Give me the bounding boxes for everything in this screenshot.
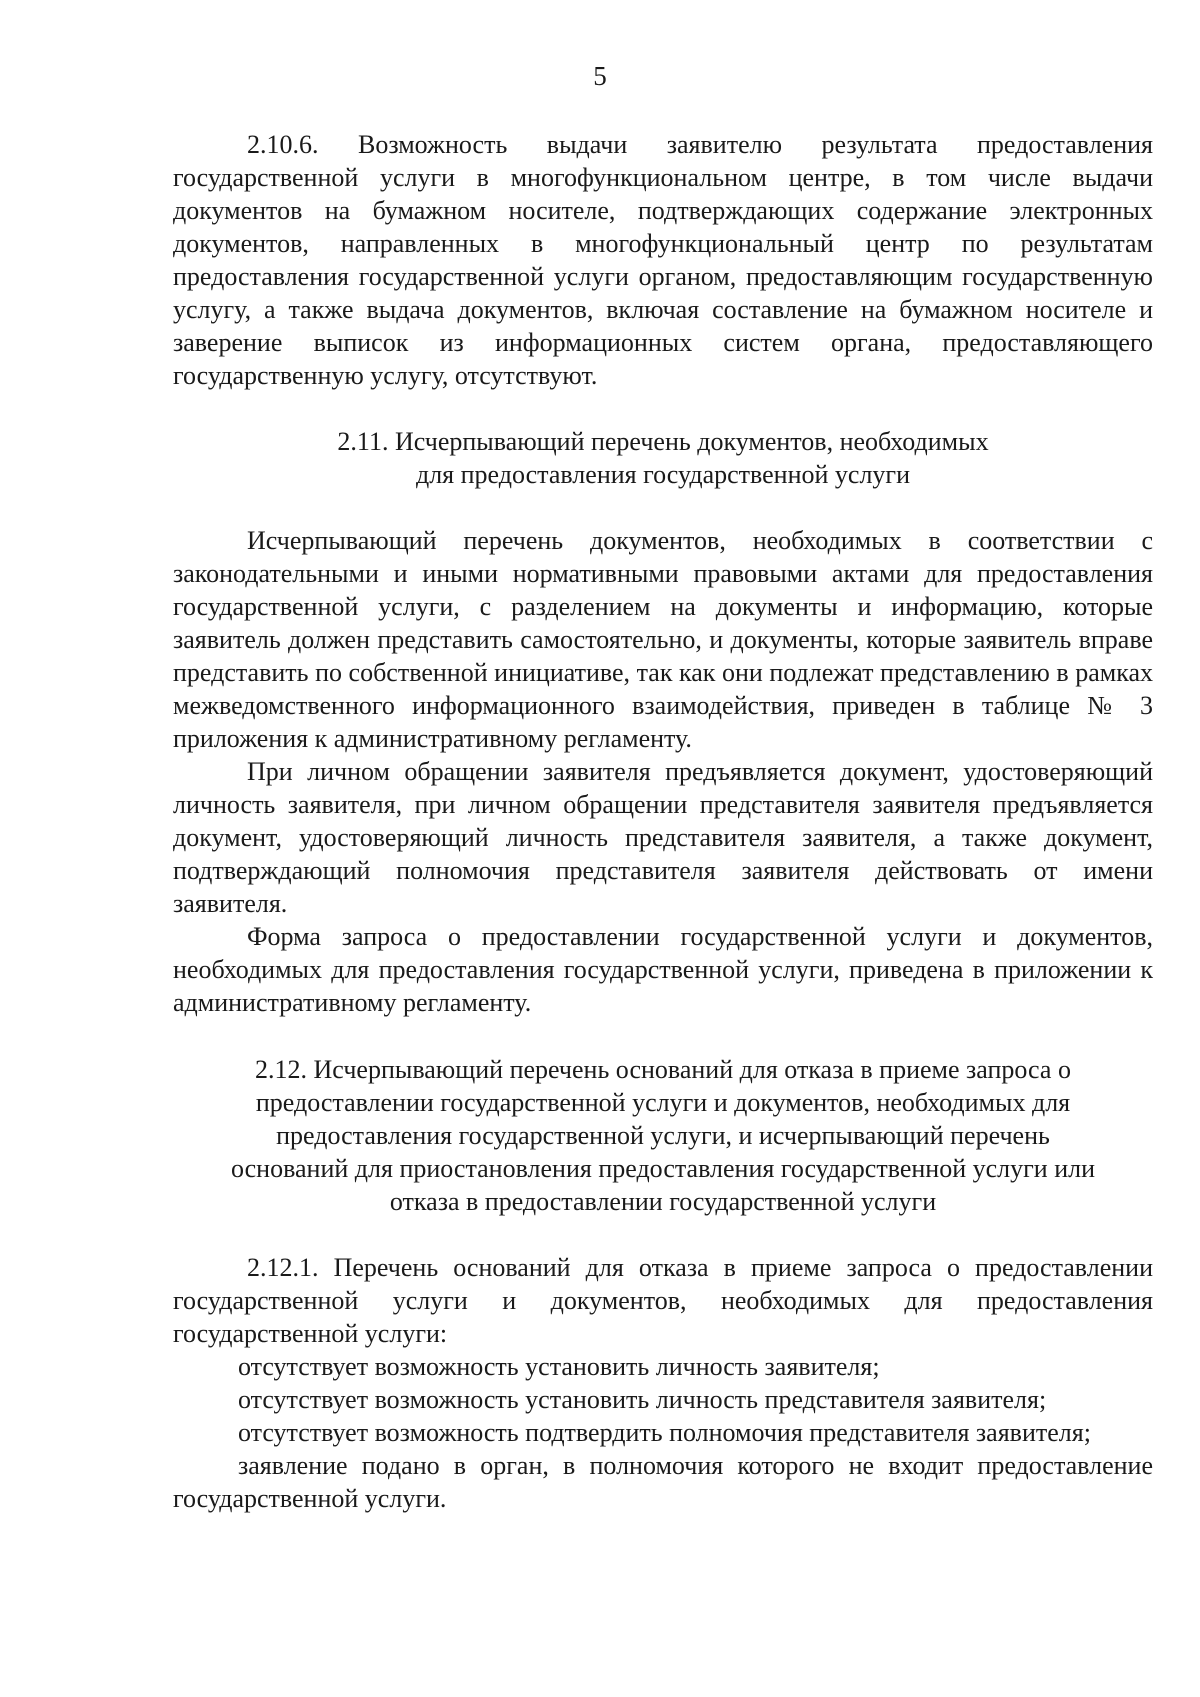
heading-line: 2.12. Исчерпывающий перечень оснований для отказа в приеме запроса о bbox=[255, 1055, 1071, 1084]
paragraph-2-12-1: 2.12.1. Перечень оснований для отказа в приеме запроса о предоставлении государственной услуги и документов, необходимых для предоставления государственной услуги: bbox=[173, 1253, 1153, 1348]
section-heading-2-12 bbox=[173, 1053, 1153, 1218]
heading-line: 2.11. Исчерпывающий перечень документов, необходимых bbox=[337, 427, 989, 456]
paragraph-documents-list: Исчерпывающий перечень документов, необходимых в соответствии с законодательными и иными нормативными правовыми актами для предоставления государственной услуги, с разделением на документы и информацию, которые заявитель должен представить самостоятельно, и документы, которые заявитель вправе представить по собственной инициативе, так как они подлежат представлению в рамках межведомственного информационного взаимодействия, приведен в таблице № 3 приложения к административному регламенту. bbox=[173, 526, 1153, 753]
paragraph-2-10-6: 2.10.6. Возможность выдачи заявителю результата предоставления государственной услуги в многофункциональном центре, в том числе выдачи документов на бумажном носителе, подтверждающих содержание электронных документов, направленных в многофункциональный центр по результатам предоставления государственной услуги органом, предоставляющим государственную услугу, а также выдача документов, включая составление на бумажном носителе и заверение выписок из информационных систем органа, предоставляющего государственную услугу, отсутствуют. bbox=[173, 130, 1153, 390]
document-body bbox=[173, 128, 1153, 1515]
heading-line: для предоставления государственной услуги bbox=[415, 460, 911, 489]
heading-line: оснований для приостановления предоставления государственной услуги или bbox=[230, 1154, 1096, 1183]
paragraph-personal-appeal: При личном обращении заявителя предъявляется документ, удостоверяющий личность заявителя, при личном обращении представителя заявителя предъявляется документ, удостоверяющий личность представителя заявителя, а также документ, подтверждающий полномочия представителя заявителя действовать от имени заявителя. bbox=[173, 757, 1153, 918]
paragraph-request-form: Форма запроса о предоставлении государственной услуги и документов, необходимых для предоставления государственной услуги, приведена в приложении к административному регламенту. bbox=[173, 922, 1153, 1017]
list-item: отсутствует возможность установить личность заявителя; bbox=[238, 1352, 880, 1381]
refusal-grounds-list bbox=[173, 1350, 1153, 1515]
heading-line: предоставлении государственной услуги и документов, необходимых для bbox=[255, 1088, 1071, 1117]
list-item: отсутствует возможность подтвердить полномочия представителя заявителя; bbox=[238, 1418, 1091, 1447]
page-number: 5 bbox=[593, 61, 607, 91]
section-heading-2-11 bbox=[173, 425, 1153, 491]
list-item: отсутствует возможность установить личность представителя заявителя; bbox=[238, 1385, 1047, 1414]
list-item: заявление подано в орган, в полномочия которого не входит предоставление государственной услуги. bbox=[173, 1451, 1153, 1513]
heading-line: отказа в предоставлении государственной услуги bbox=[389, 1187, 937, 1216]
heading-line: предоставления государственной услуги, и исчерпывающий перечень bbox=[276, 1121, 1050, 1150]
